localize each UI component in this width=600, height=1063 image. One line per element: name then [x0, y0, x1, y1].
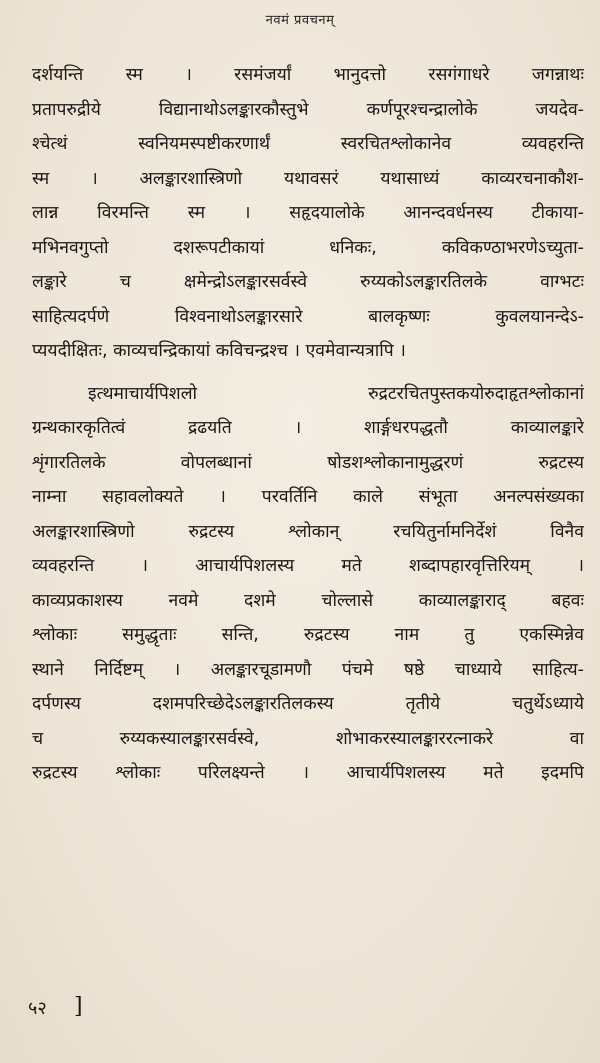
text-line: नाम्ना सहावलोक्यते । परवर्तिनि काले संभूता अनल्पसंख्यका	[32, 487, 584, 507]
text-line: च रुय्यकस्यालङ्कारसर्वस्वे, शोभाकरस्यालङ्काररत्नाकरे वा	[32, 728, 584, 749]
text-line: प्रतापरुद्रीये विद्यानाथोऽलङ्कारकौस्तुभे कर्णपूरश्चन्द्रालोके जयदेव-	[32, 99, 584, 120]
text-line: श्लोकाः समुद्धृताः सन्ति, रुद्रटस्य नाम तु एकस्मिन्नेव	[32, 625, 584, 645]
text-line: प्ययदीक्षितः, काव्यचन्द्रिकायां कविचन्द्रश्च । एवमेवान्यत्रापि ।	[32, 341, 406, 361]
paragraph-2	[32, 377, 584, 791]
text-line: ग्रन्थकारकृतित्वं द्रढयति । शार्ङ्गधरपद्धतौ काव्यालङ्कारे	[32, 418, 584, 438]
text-line: शृंगारतिलके वोपलब्धानां षोडशश्लोकानामुद्धरणं रुद्रटस्य	[32, 452, 584, 473]
text-line: लान्न विरमन्ति स्म । सहृदयालोके आनन्दवर्धनस्य टीकाया-	[32, 203, 584, 223]
text-line: काव्यप्रकाशस्य नवमे दशमे चोल्लासे काव्यालङ्काराद् बहवः	[32, 590, 584, 611]
text-line: लङ्कारे च क्षमेन्द्रोऽलङ्कारसर्वस्वे रुय्यकोऽलङ्कारतिलके वाग्भटः	[32, 272, 584, 292]
closing-bracket: ]	[74, 994, 83, 1019]
text-line: दर्शयन्ति स्म । रसमंजर्यां भानुदत्तो रसगंगाधरे जगन्नाथः	[32, 65, 584, 85]
paragraph-1	[32, 58, 584, 369]
text-line: श्चेत्थं स्वनियमस्पष्टीकरणार्थं स्वरचितश्लोकानेव व्यवहरन्ति	[32, 134, 584, 154]
text-line: स्म । अलङ्कारशास्त्रिणो यथावसरं यथासाध्यं काव्यरचनाकौश-	[32, 168, 584, 189]
page-number: ५२	[28, 998, 47, 1019]
text-line: इत्थमाचार्यपिशलो रुद्रटरचितपुस्तकयोरुदाहृतश्लोकानां	[88, 383, 584, 404]
text-line: दर्पणस्य दशमपरिच्छेदेऽलङ्कारतिलकस्य तृतीये चतुर्थेऽध्याये	[32, 694, 584, 714]
paragraph-gap	[32, 369, 584, 377]
text-line: रुद्रटस्य श्लोकाः परिलक्ष्यन्ते । आचार्यपिशलस्य मते इदमपि	[32, 763, 584, 783]
text-line: स्थाने निर्दिष्टम् । अलङ्कारचूडामणौ पंचमे षष्ठे चाध्याये साहित्य-	[32, 659, 584, 680]
text-line: मभिनवगुप्तो दशरूपटीकायां धनिकः, कविकण्ठाभरणेऽच्युता-	[32, 237, 584, 258]
text-line: साहित्यदर्पणे विश्वनाथोऽलङ्कारसारे बालकृष्णः कुवलयानन्देऽ-	[32, 306, 584, 327]
text-line: अलङ्कारशास्त्रिणो रुद्रटस्य श्लोकान् रचयितुर्नामनिर्देशं विनैव	[32, 521, 584, 542]
body-text	[32, 58, 584, 791]
text-line: व्यवहरन्ति । आचार्यपिशलस्य मते शब्दापहारवृत्तिरियम् ।	[32, 556, 584, 576]
running-head: नवमं प्रवचनम्	[265, 13, 335, 28]
